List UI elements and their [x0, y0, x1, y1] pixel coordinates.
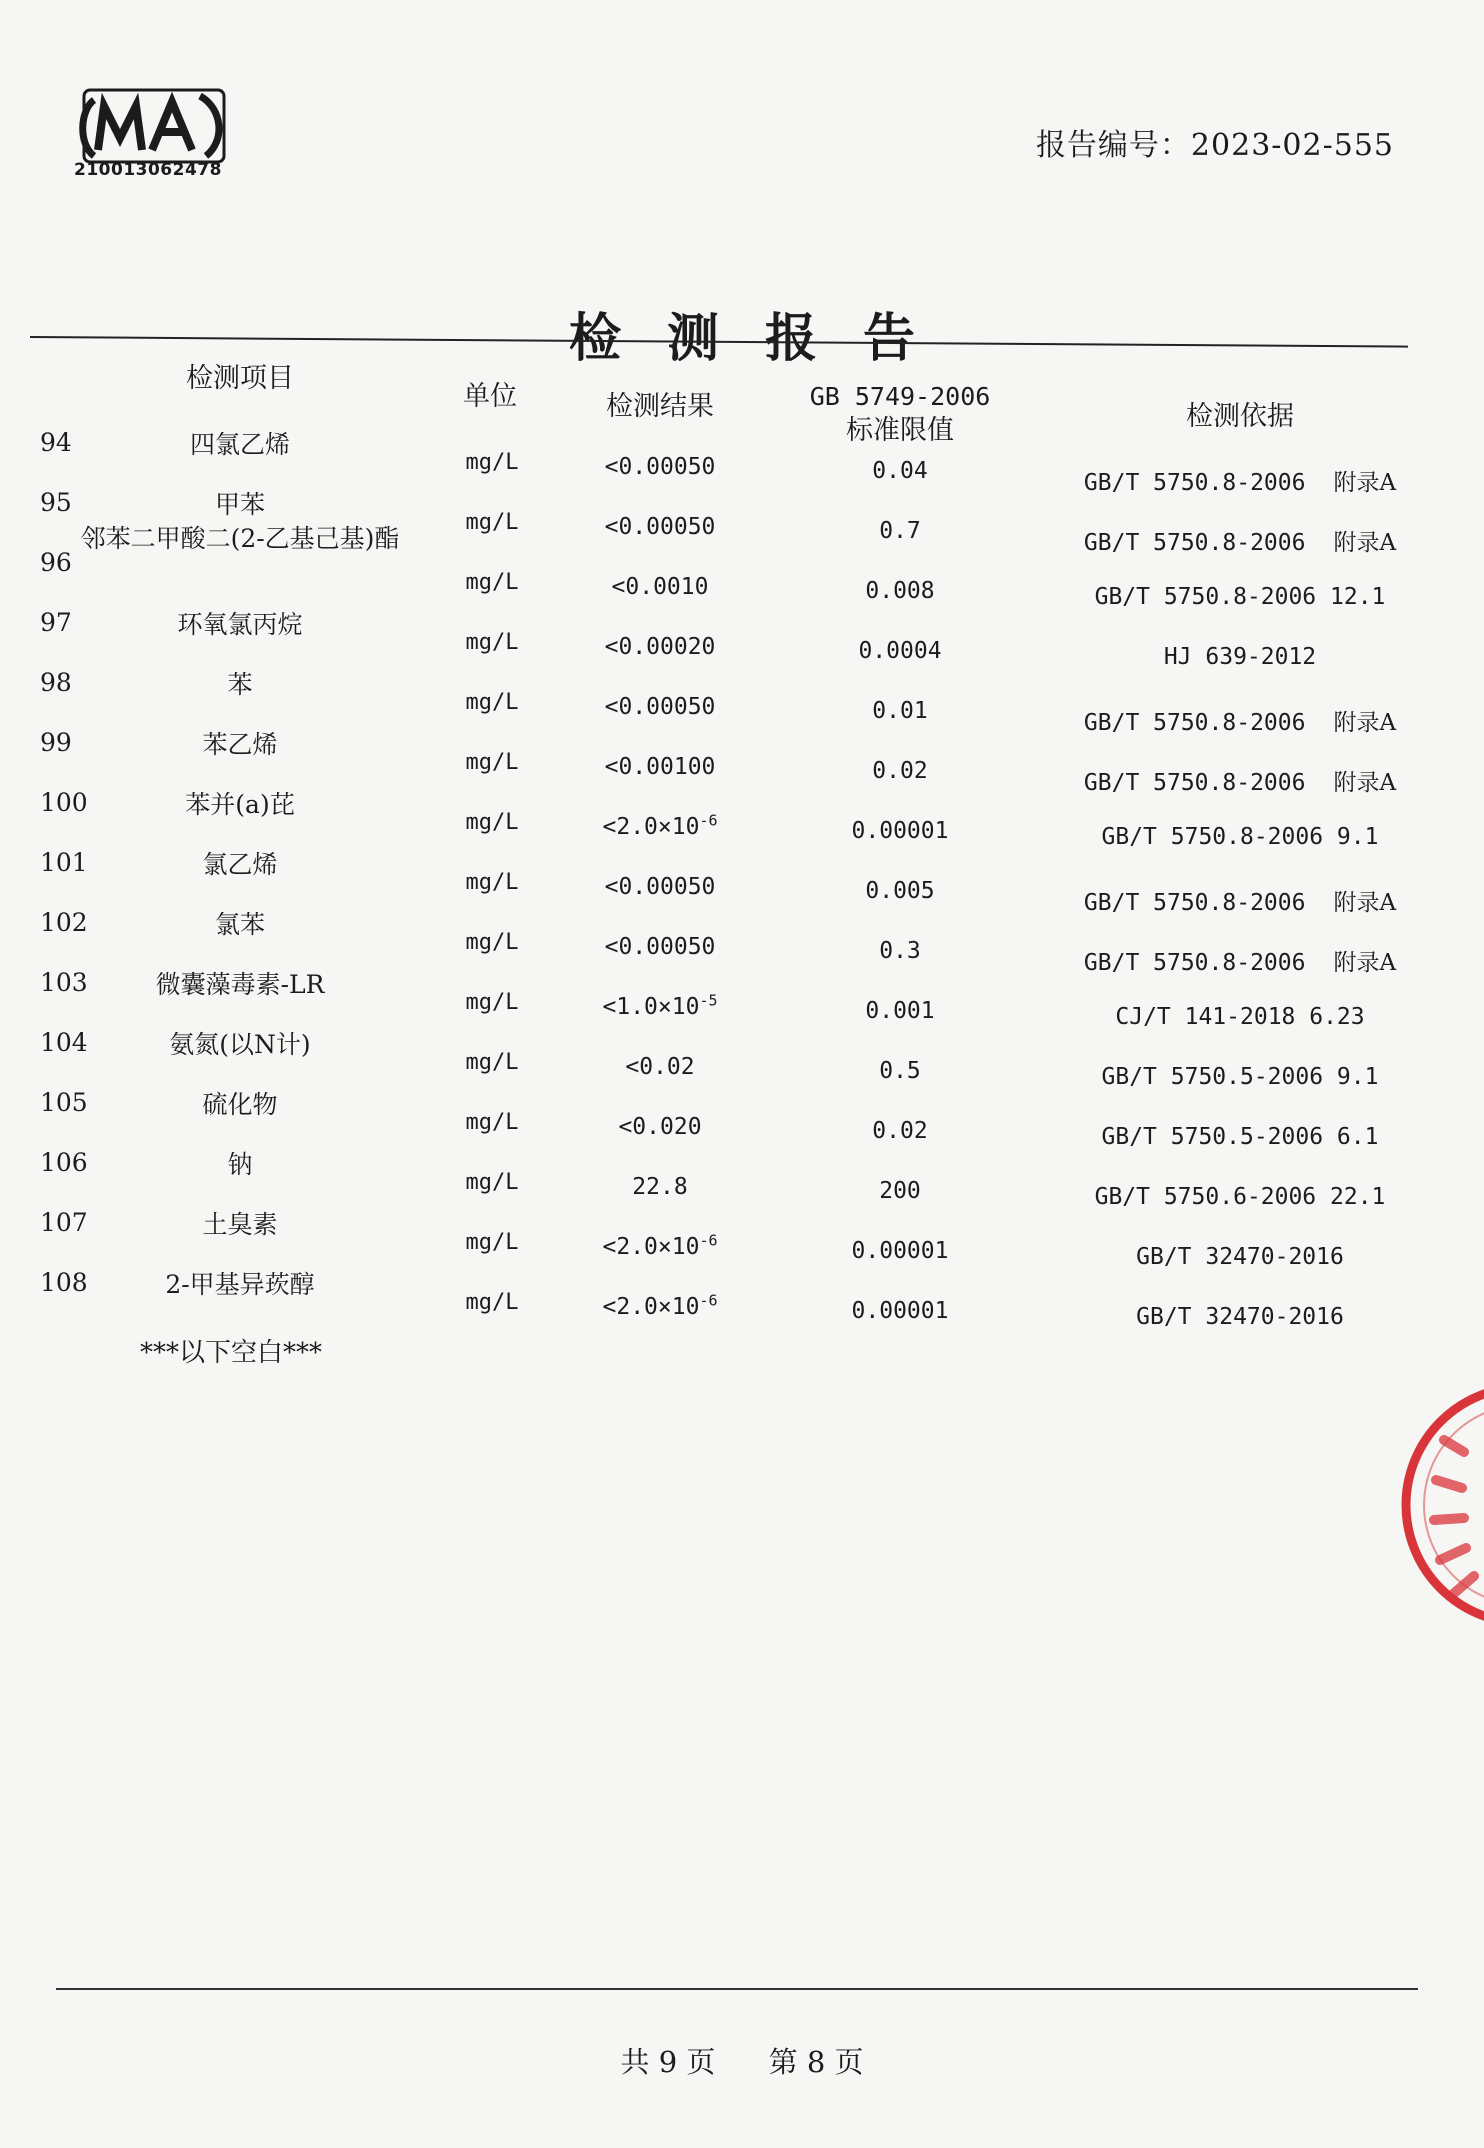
item-unit: mg/L [465, 990, 519, 1015]
item-name: 苯乙烯 [202, 730, 278, 759]
item-basis [1060, 584, 1420, 610]
item-unit: mg/L [465, 630, 519, 655]
table-row [0, 1028, 1484, 1088]
table-row [0, 728, 1484, 796]
item-unit: mg/L [465, 1110, 519, 1135]
item-name: 土臭素 [202, 1210, 278, 1239]
item-limit: 0.02 [872, 758, 928, 784]
item-number: 103 [40, 968, 88, 997]
result-exponent: -5 [699, 991, 718, 1010]
basis-code: HJ 639-2012 [1163, 644, 1317, 670]
item-unit: mg/L [465, 570, 519, 595]
result-value: <1.0×10 [602, 994, 700, 1020]
item-number: 106 [40, 1148, 88, 1177]
result-value: <2.0×10 [602, 814, 700, 840]
item-limit: 0.3 [879, 938, 921, 964]
item-name: 邻苯二甲酸二(2-乙基己基)酯 [80, 524, 400, 553]
basis-appendix: 附录A [1333, 710, 1397, 736]
item-unit: mg/L [465, 450, 519, 475]
table-row [0, 788, 1484, 848]
item-name: 四氯乙烯 [189, 430, 290, 459]
item-name: 硫化物 [202, 1090, 278, 1119]
item-result [560, 1291, 760, 1320]
basis-code: GB/T 5750.6-2006 22.1 [1094, 1184, 1386, 1210]
basis-code: GB/T 5750.8-2006 [1083, 950, 1306, 976]
footer-divider [56, 1988, 1418, 1990]
item-name: 苯并(a)芘 [185, 790, 295, 819]
current-page: 第 8 页 [768, 2045, 864, 2079]
basis-code: GB/T 5750.5-2006 6.1 [1101, 1124, 1379, 1150]
item-name: 2-甲基异莰醇 [165, 1270, 315, 1299]
page-footer [0, 2040, 1484, 2081]
result-value: <0.02 [625, 1054, 695, 1080]
result-value: <0.0010 [611, 574, 709, 600]
item-number: 98 [40, 668, 72, 697]
basis-appendix: 附录A [1333, 770, 1397, 796]
item-result [560, 754, 760, 780]
basis-code: GB/T 5750.8-2006 [1083, 710, 1306, 736]
item-result [560, 454, 760, 480]
item-unit: mg/L [465, 870, 519, 895]
item-unit: mg/L [465, 510, 519, 535]
basis-code: GB/T 5750.8-2006 [1083, 530, 1306, 556]
item-basis [1060, 1124, 1420, 1150]
basis-code: GB/T 5750.8-2006 [1083, 890, 1306, 916]
item-number: 105 [40, 1088, 88, 1117]
table-row [0, 908, 1484, 976]
basis-code: GB/T 5750.8-2006 [1083, 770, 1306, 796]
table-row [0, 1088, 1484, 1148]
result-value: <0.00050 [604, 694, 716, 720]
result-value: <0.00050 [604, 874, 716, 900]
item-number: 97 [40, 608, 72, 637]
item-basis [1060, 824, 1420, 850]
basis-appendix: 附录A [1333, 470, 1397, 496]
item-limit: 0.005 [865, 878, 935, 904]
table-row [0, 608, 1484, 668]
basis-appendix: 附录A [1333, 950, 1397, 976]
result-value: <0.00100 [604, 754, 716, 780]
item-number: 107 [40, 1208, 88, 1237]
item-limit: 0.5 [879, 1058, 921, 1084]
item-result [560, 874, 760, 900]
item-name: 钠 [227, 1150, 253, 1179]
table-row [0, 668, 1484, 736]
item-limit: 0.02 [872, 1118, 928, 1144]
result-exponent: -6 [699, 1231, 718, 1250]
item-result [560, 991, 760, 1020]
item-number: 99 [40, 728, 72, 757]
table-row [0, 1148, 1484, 1208]
item-number: 101 [40, 848, 88, 877]
table-row [0, 1208, 1484, 1268]
basis-code: GB/T 5750.8-2006 12.1 [1094, 584, 1386, 610]
result-exponent: -6 [699, 811, 718, 830]
item-limit: 0.00001 [851, 818, 949, 844]
item-basis [1060, 1064, 1420, 1090]
item-name: 环氧氯丙烷 [177, 610, 303, 639]
item-name: 苯 [227, 670, 253, 699]
item-number: 100 [40, 788, 88, 817]
item-name: 氨氮(以N计) [169, 1030, 311, 1059]
item-unit: mg/L [465, 1230, 519, 1255]
basis-code: GB/T 5750.5-2006 9.1 [1101, 1064, 1379, 1090]
item-limit: 200 [879, 1178, 921, 1204]
item-limit: 0.00001 [851, 1238, 949, 1264]
item-number: 104 [40, 1028, 88, 1057]
item-number: 102 [40, 908, 88, 937]
basis-appendix: 附录A [1333, 530, 1397, 556]
item-name: 氯苯 [214, 910, 265, 939]
result-exponent: -6 [699, 1291, 718, 1310]
item-limit: 0.001 [865, 998, 935, 1024]
item-limit: 0.00001 [851, 1298, 949, 1324]
item-limit: 0.04 [872, 458, 928, 484]
item-number: 96 [40, 548, 72, 577]
item-unit: mg/L [465, 1290, 519, 1315]
table-row [0, 968, 1484, 1028]
item-result [560, 514, 760, 540]
item-basis [1060, 644, 1420, 670]
result-value: <0.00020 [604, 634, 716, 660]
result-value: <0.00050 [604, 454, 716, 480]
official-seal [1384, 1370, 1484, 1640]
item-unit: mg/L [465, 1170, 519, 1195]
item-number: 95 [40, 488, 72, 517]
item-limit: 0.01 [872, 698, 928, 724]
item-result [560, 1174, 760, 1200]
item-unit: mg/L [465, 1050, 519, 1075]
col-header-basis: 检测依据 [1186, 401, 1294, 432]
table-row [0, 848, 1484, 916]
item-name: 甲苯 [214, 490, 265, 519]
item-unit: mg/L [465, 750, 519, 775]
item-number: 108 [40, 1268, 88, 1297]
item-basis [1060, 1004, 1420, 1030]
result-value: <0.00050 [604, 934, 716, 960]
item-basis [1060, 1184, 1420, 1210]
item-basis [1060, 1304, 1420, 1330]
page-title: 检测报告 [568, 308, 961, 369]
col-header-result: 检测结果 [606, 391, 714, 422]
item-number: 94 [40, 428, 72, 457]
item-result [560, 934, 760, 960]
item-limit: 0.0004 [858, 638, 942, 664]
report-number: 报告编号：2023-02-555 [1035, 128, 1394, 163]
basis-code: CJ/T 141-2018 6.23 [1115, 1004, 1365, 1030]
total-pages: 共 9 页 [620, 2045, 716, 2079]
item-result [560, 634, 760, 660]
item-unit: mg/L [465, 690, 519, 715]
basis-code: GB/T 5750.8-2006 9.1 [1101, 824, 1379, 850]
result-value: <2.0×10 [602, 1294, 700, 1320]
item-result [560, 1231, 760, 1260]
basis-appendix: 附录A [1333, 890, 1397, 916]
col-header-standard-2: 标准限值 [846, 415, 954, 446]
item-name: 微囊藻毒素-LR [155, 970, 325, 999]
basis-code: GB/T 32470-2016 [1136, 1304, 1344, 1330]
col-header-item: 检测项目 [186, 363, 294, 394]
col-header-standard-1: GB 5749-2006 [809, 382, 991, 411]
result-value: 22.8 [632, 1174, 688, 1200]
item-basis [1060, 1244, 1420, 1270]
item-unit: mg/L [465, 930, 519, 955]
item-result [560, 811, 760, 840]
table-row [0, 428, 1484, 496]
item-result [560, 1054, 760, 1080]
result-value: <0.020 [618, 1114, 702, 1140]
item-limit: 0.008 [865, 578, 935, 604]
item-result [560, 694, 760, 720]
result-value: <0.00050 [604, 514, 716, 540]
blank-note: ***以下空白*** [140, 1338, 323, 1368]
basis-code: GB/T 5750.8-2006 [1083, 470, 1306, 496]
item-result [560, 574, 760, 600]
item-name: 氯乙烯 [202, 850, 278, 879]
col-header-unit: 单位 [463, 381, 517, 412]
item-limit: 0.7 [879, 518, 921, 544]
item-result [560, 1114, 760, 1140]
table-row [0, 1268, 1484, 1328]
basis-code: GB/T 32470-2016 [1136, 1244, 1344, 1270]
cma-cert-number: 210013062478 [74, 160, 222, 180]
result-value: <2.0×10 [602, 1234, 700, 1260]
item-unit: mg/L [465, 810, 519, 835]
